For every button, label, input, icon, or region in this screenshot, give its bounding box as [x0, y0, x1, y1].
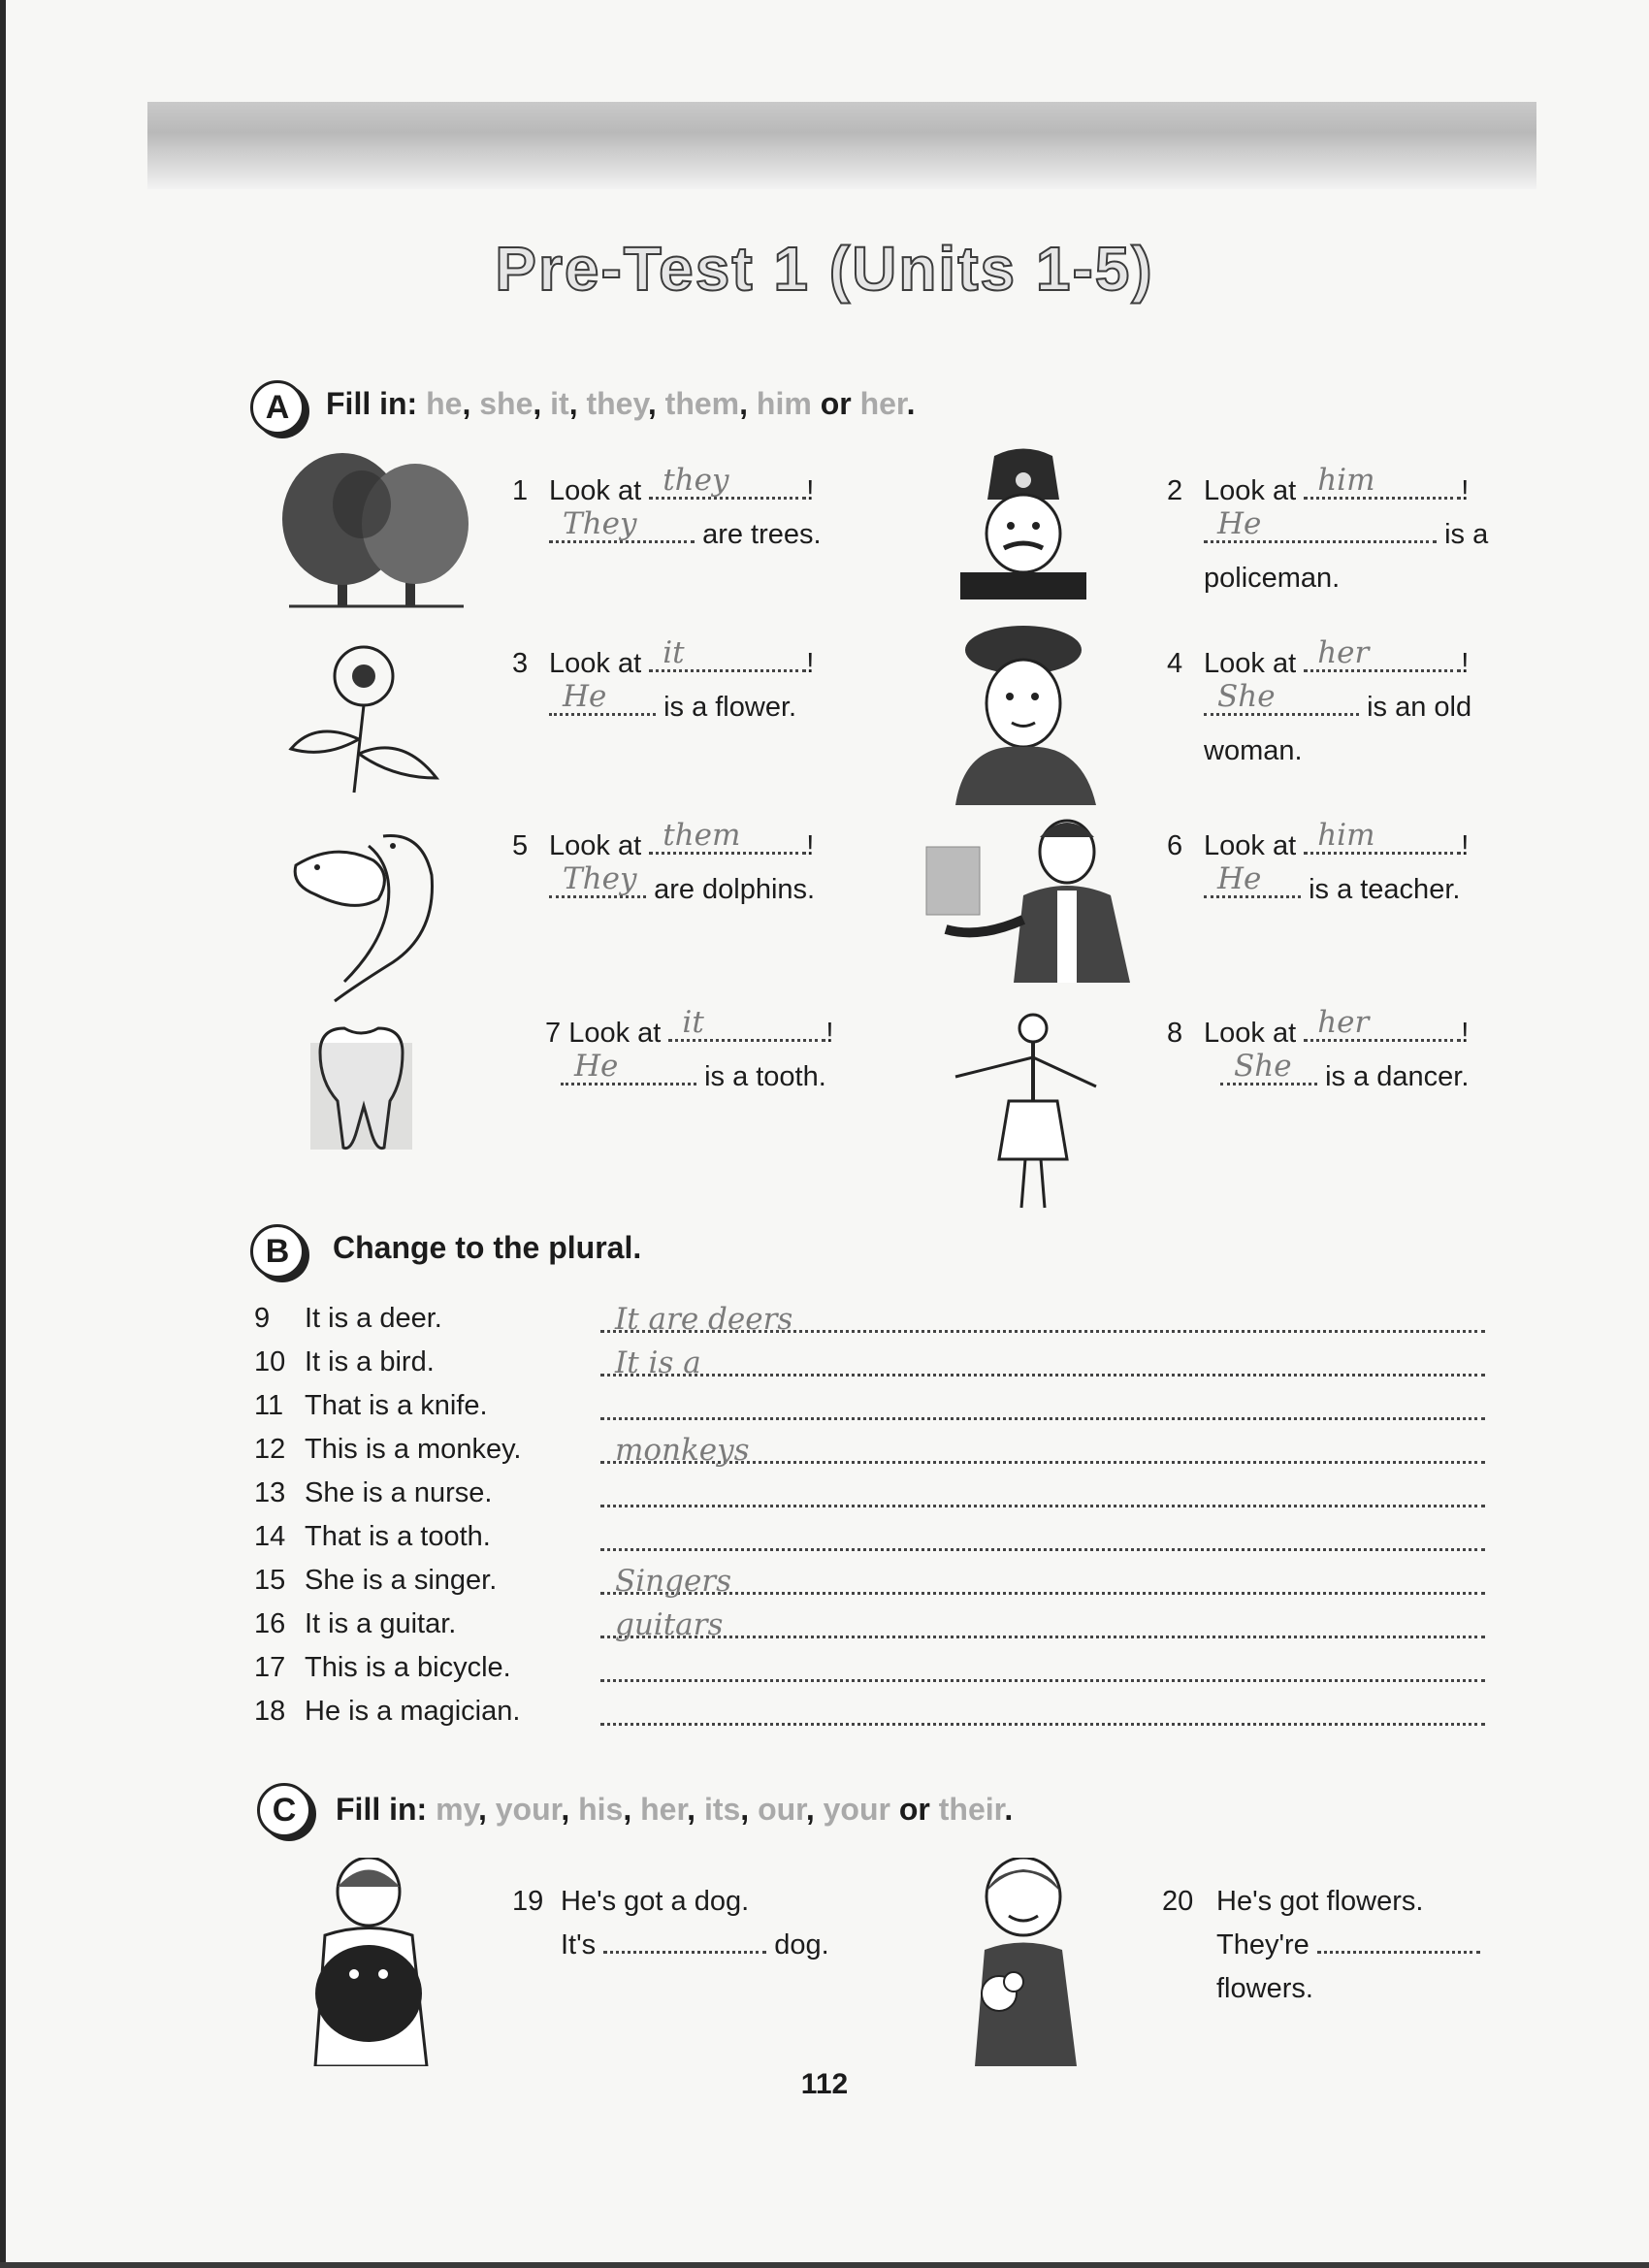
handwritten-answer: He — [563, 679, 607, 714]
plural-item-10: 10 It is a bird. It is a — [254, 1346, 1486, 1390]
section-a-heading: Fill in: he, she, it, they, them, him or her. — [326, 386, 916, 421]
trees-illustration — [270, 446, 473, 616]
boy-with-dog-illustration — [291, 1858, 451, 2066]
exercise-20: 20 He's got flowers. They're flowers. — [1162, 1880, 1480, 2011]
section-b-heading: Change to the plural. — [333, 1230, 642, 1265]
plural-item-12: 12 This is a monkey. monkeys — [254, 1434, 1486, 1477]
section-b-badge: B — [250, 1224, 305, 1279]
plural-item-14: 14 That is a tooth. — [254, 1521, 1486, 1565]
page-edge — [0, 0, 6, 2268]
handwritten-answer: He — [574, 1049, 619, 1084]
plural-item-13: 13 She is a nurse. — [254, 1477, 1486, 1521]
exercise-5: 5 Look at them ! They are dolphins. — [512, 825, 815, 912]
plural-item-15: 15 She is a singer. Singers — [254, 1565, 1486, 1608]
handwritten-answer: it — [682, 1005, 704, 1040]
handwritten-answer: monkeys — [615, 1433, 750, 1468]
exercise-7: 7 Look at it ! He is a tooth. — [512, 1012, 833, 1099]
handwritten-answer: him — [1317, 463, 1375, 498]
handwritten-answer: She — [1234, 1049, 1292, 1084]
plural-item-17: 17 This is a bicycle. — [254, 1652, 1486, 1696]
exercise-8: 8 Look at her ! She is a dancer. — [1167, 1012, 1469, 1099]
handwritten-answer: her — [1317, 635, 1370, 670]
exercise-4: 4 Look at her ! She is an old woman. — [1167, 642, 1471, 773]
page-number: 112 — [800, 2068, 849, 2100]
handwritten-answer: She — [1217, 679, 1276, 714]
exercise-19: 19 He's got a dog. It's dog. — [512, 1886, 829, 1960]
teacher-illustration — [922, 813, 1140, 983]
handwritten-answer: He — [1217, 861, 1262, 896]
section-a-badge: A — [250, 380, 305, 435]
handwritten-answer: it — [663, 635, 685, 670]
handwritten-answer: They — [563, 861, 637, 896]
page-edge-bottom — [0, 2262, 1649, 2268]
exercise-2: 2 Look at him ! He is a policeman. — [1167, 470, 1488, 600]
dancer-illustration — [946, 1004, 1111, 1213]
handwritten-answer: them — [663, 818, 741, 853]
plural-item-9: 9 It is a deer. It are deers — [254, 1303, 1486, 1346]
handwritten-answer: guitars — [615, 1607, 724, 1642]
handwritten-answer: her — [1317, 1005, 1370, 1040]
handwritten-answer: him — [1317, 818, 1375, 853]
exercise-6: 6 Look at him ! He is a teacher. — [1167, 825, 1469, 912]
handwritten-answer: It is a — [615, 1345, 701, 1380]
plural-item-11: 11 That is a knife. — [254, 1390, 1486, 1434]
section-c-badge: C — [257, 1783, 311, 1837]
policeman-illustration — [951, 446, 1096, 601]
section-c-heading: Fill in: my, your, his, her, its, our, your or their. — [336, 1792, 1014, 1827]
plural-item-16: 16 It is a guitar. guitars — [254, 1608, 1486, 1652]
plural-item-18: 18 He is a magician. — [254, 1696, 1486, 1739]
flower-illustration — [276, 642, 446, 797]
handwritten-answer: It are deers — [615, 1302, 793, 1337]
old-woman-illustration — [936, 621, 1101, 805]
handwritten-answer: they — [663, 463, 729, 498]
dolphins-illustration — [276, 817, 451, 1006]
page-title: Pre-Test 1 (Units 1-5) — [495, 234, 1154, 304]
tooth-illustration — [310, 1023, 412, 1154]
exercise-3: 3 Look at it ! He is a flower. — [512, 642, 814, 729]
header-band — [147, 102, 1536, 189]
exercise-1: 1 Look at they ! They are trees. — [512, 470, 822, 557]
handwritten-answer: They — [563, 506, 637, 541]
handwritten-answer: He — [1217, 506, 1262, 541]
handwritten-answer: Singers — [615, 1564, 732, 1599]
boy-with-flowers-illustration — [960, 1858, 1091, 2066]
